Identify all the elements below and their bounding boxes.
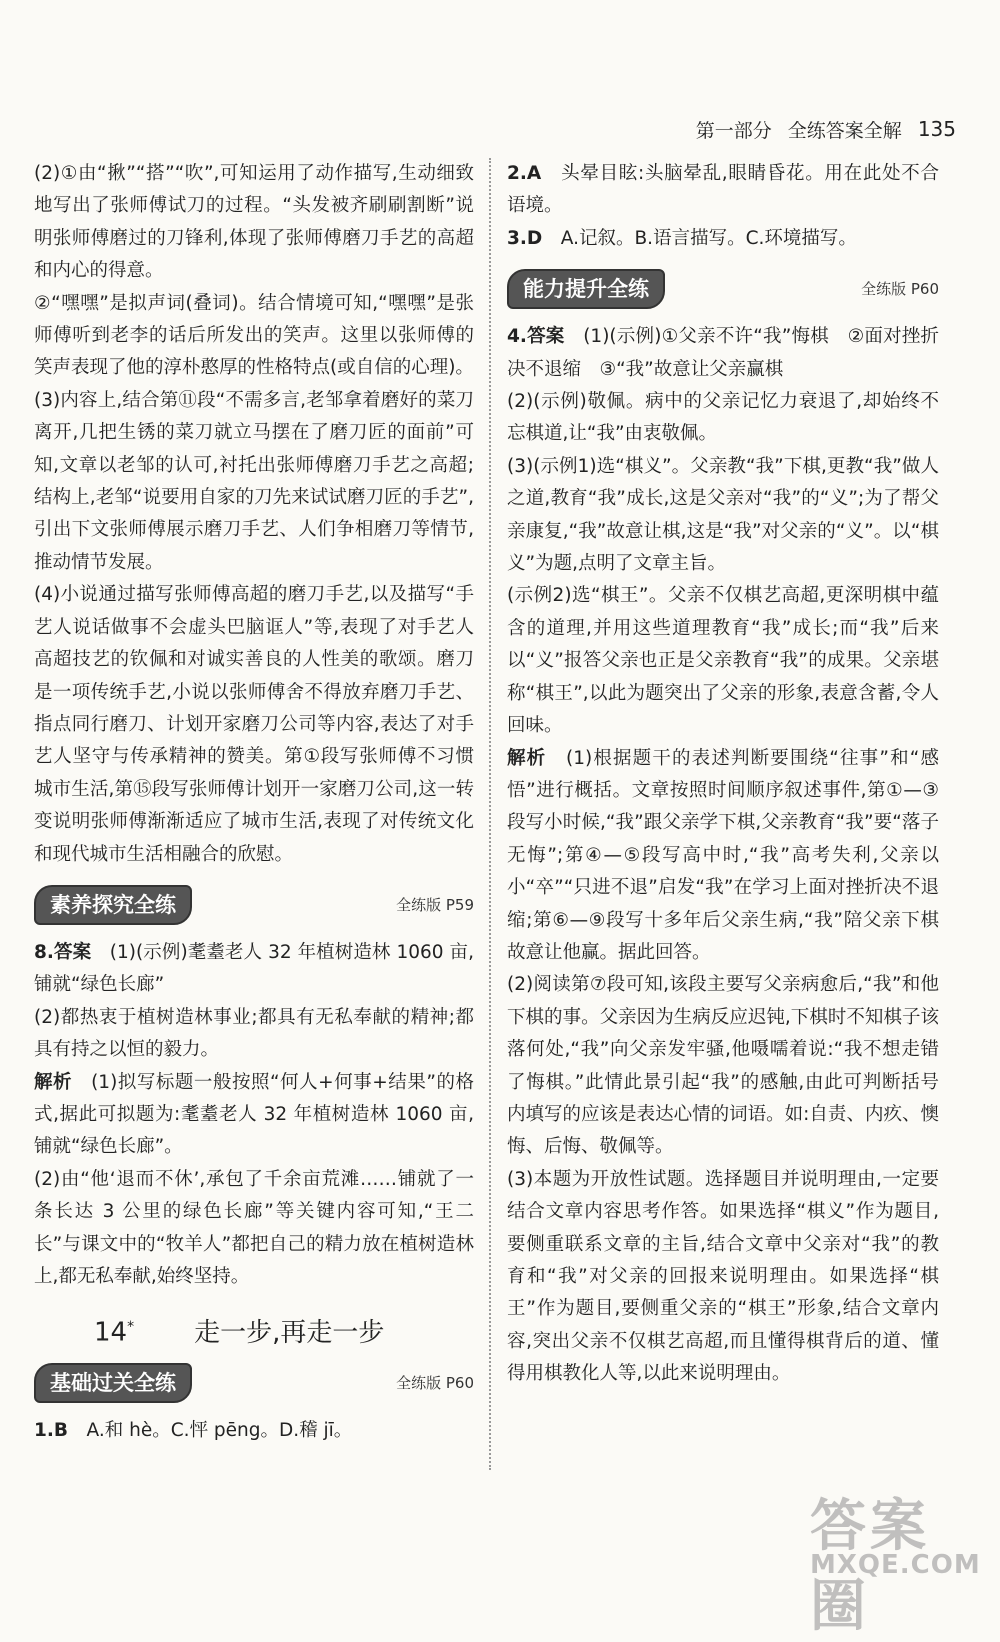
answer-paragraph: (4)小说通过描写张师傅高超的磨刀手艺,以及描写“手艺人说话做事不会虚头巴脑诓人”等,表现了对手艺人高超技艺的钦佩和对诚实善良的人性美的歌颂。磨刀是一项传统手艺,小说以张师傅舍不得放弃磨刀手艺、指点同行磨刀、计划开家磨刀公司等内容,表达了对手艺人坚守与传承精神的赞美。第①段写张师傅不习惯城市生活,第⑮段写张师傅计划开一家磨刀公司,这一转变说明张师傅渐渐适应了城市生活,表现了对传统文化和现代城市生活相融合的欣慰。 bbox=[34, 584, 474, 865]
q3-text: A.记叙。B.语言描写。C.环境描写。 bbox=[560, 227, 857, 249]
q2-label: 2.A bbox=[507, 163, 542, 184]
answer-paragraph: (2)①由“揪”“搭”“吹”,可知运用了动作描写,生动细致地写出了张师傅试刀的过程。“头发被齐刷刷割断”说明张师傅磨过的刀锋利,体现了张师傅磨刀手艺的高超和内心的得意。 bbox=[34, 163, 474, 282]
header-title: 全练答案全解 bbox=[787, 119, 902, 142]
section-heading-nengli bbox=[507, 267, 939, 311]
q4-jx1: (1)根据题干的表述判断要围绕“往事”和“感悟”进行概括。文章按照时间顺序叙述事件,第①—③段写小时候,“我”跟父亲学下棋,父亲教育“我”要“落子无悔”;第④—⑤段写高中时,“我”高考失利,父亲以小“卒”“只进不退”启发“我”在学习上面对挫折决不退缩;第⑥—⑨段写十多年后父亲生病,“我”陪父亲下棋故意让他赢。据此回答。 bbox=[507, 747, 939, 963]
q1-answer bbox=[34, 1415, 474, 1447]
left-column bbox=[34, 158, 474, 1448]
section-heading-jichu bbox=[34, 1361, 474, 1405]
q4-analysis bbox=[507, 743, 939, 970]
section-ref: 全练版 P60 bbox=[396, 1374, 474, 1393]
q4-jx3: (3)本题为开放性试题。选择题目并说明理由,一定要结合文章内容思考作答。如果选择“棋义”作为题目,要侧重联系文章的主旨,结合文章中父亲对“我”的教育和“我”对父亲的回报来说明理由。如果选择“棋王”作为题目,要侧重父亲的“棋王”形象,结合文章内容,突出父亲不仅棋艺高超,而且懂得棋背后的道、懂得用棋教化人等,以此来说明理由。 bbox=[507, 1168, 939, 1385]
q8-a2: (2)都热衷于植树造林事业;都具有无私奉献的精神;都具有持之以恒的毅力。 bbox=[34, 1006, 474, 1061]
page-number: 135 bbox=[917, 117, 956, 141]
q4-label: 4.答案 bbox=[507, 326, 565, 348]
right-column bbox=[507, 158, 939, 1391]
watermark-text: 答案圈 bbox=[810, 1494, 930, 1639]
q8-a1: (1)(示例)耄耋老人 32 年植树造林 1060 亩,铺就“绿色长廊” bbox=[34, 941, 474, 996]
q3-answer bbox=[507, 223, 939, 255]
section-heading-suyang bbox=[34, 883, 474, 927]
q4-jx-label: 解析 bbox=[507, 747, 547, 769]
q4-a2: (2)(示例)敬佩。病中的父亲记忆力衰退了,却始终不忘棋道,让“我”由衷敬佩。 bbox=[507, 391, 939, 445]
header-section: 第一部分 bbox=[695, 119, 772, 142]
q4-a4: (示例2)选“棋王”。父亲不仅棋艺高超,更深明棋中蕴含的道理,并用这些道理教育“我”成长;而“我”后来以“义”报答父亲也正是父亲教育“我”的成果。父亲堪称“棋王”,以此为题突出了父亲的形象,表意含蓄,令人回味。 bbox=[507, 585, 939, 737]
q4-answer bbox=[507, 321, 939, 386]
q1-label: 1.B bbox=[34, 1420, 69, 1442]
section-ref: 全练版 P59 bbox=[396, 895, 474, 914]
q3-label: 3.D bbox=[507, 227, 543, 249]
q4-a3: (3)(示例1)选“棋义”。父亲教“我”下棋,更教“我”做人之道,教育“我”成长,这是父亲对“我”的“义”;为了帮父亲康复,“我”故意让棋,这是“我”对父亲的“义”。以“棋义”为题,点明了文章主旨。 bbox=[507, 455, 939, 575]
q8-label: 8.答案 bbox=[34, 941, 92, 963]
page-header bbox=[696, 114, 956, 144]
q8-analysis bbox=[34, 1067, 474, 1164]
column-divider bbox=[489, 158, 491, 1470]
section-tag: 素养探究全练 bbox=[34, 885, 192, 925]
q8-jx2: (2)由“他‘退而不休’,承包了千余亩荒滩……铺就了一条长达 3 公里的绿色长廊”等关键内容可知,“王二长”与课文中的“牧羊人”都把自己的精力放在植树造林上,都无私奉献,始终坚持。 bbox=[34, 1168, 474, 1287]
lesson-title bbox=[94, 1311, 474, 1349]
watermark-url: MXQE.COM bbox=[810, 1550, 981, 1580]
q2-text: 头晕目眩:头脑晕乱,眼睛昏花。用在此处不合语境。 bbox=[507, 163, 939, 217]
q8-jx-label: 解析 bbox=[34, 1071, 73, 1093]
watermark-logo bbox=[640, 1468, 981, 1639]
q4-jx2: (2)阅读第⑦段可知,该段主要写父亲病愈后,“我”和他下棋的事。父亲因为生病反应迟钝,下棋时不知棋子该落何处,“我”向父亲发牢骚,他嗫嚅着说:“我不想走错了悔棋。”此情此景引起“我”的感触,由此可判断括号内填写的应该是表达心情的词语。如:自责、内疚、懊悔、后悔、敬佩等。 bbox=[507, 974, 939, 1158]
q1-text: A.和 hè。C.怦 pēng。D.稽 jī。 bbox=[86, 1420, 353, 1442]
section-tag: 能力提升全练 bbox=[507, 269, 665, 309]
answer-paragraph: (3)内容上,结合第⑪段“不需多言,老邹拿着磨好的菜刀离开,几把生锈的菜刀就立马摆在了磨刀匠的面前”可知,文章以老邹的认可,衬托出张师傅磨刀手艺之高超;结构上,老邹“说要用自家的刀先来试试磨刀匠的手艺”,引出下文张师傅展示磨刀手艺、人们争相磨刀等情节,推动情节发展。 bbox=[34, 389, 474, 573]
q8-jx1: (1)拟写标题一般按照“何人+何事+结果”的格式,据此可拟题为:耄耋老人 32 年植树造林 1060 亩,铺就“绿色长廊”。 bbox=[34, 1071, 474, 1158]
lesson-name: 走一步,再走一步 bbox=[194, 1318, 385, 1349]
answer-paragraph: ②“嘿嘿”是拟声词(叠词)。结合情境可知,“嘿嘿”是张师傅听到老李的话后所发出的笑声。这里以张师傅的笑声表现了他的淳朴憨厚的性格特点(或自信的心理)。 bbox=[34, 292, 474, 379]
section-tag: 基础过关全练 bbox=[34, 1363, 192, 1403]
section-ref: 全练版 P60 bbox=[861, 280, 939, 299]
q2-answer bbox=[507, 158, 939, 223]
q4-a1: (1)(示例)①父亲不许“我”悔棋 ②面对挫折决不退缩 ③“我”故意让父亲赢棋 bbox=[507, 326, 939, 380]
lesson-number: 14* bbox=[94, 1318, 135, 1349]
q8-answer bbox=[34, 937, 474, 1002]
